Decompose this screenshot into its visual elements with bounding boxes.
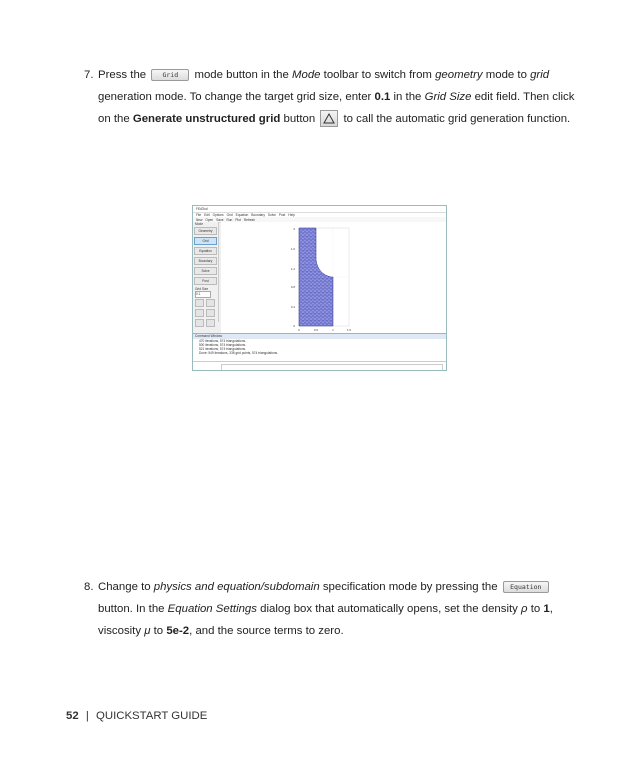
term: grid xyxy=(530,69,550,81)
y-tick-label: 2 xyxy=(293,227,295,231)
toolbar-item: Save xyxy=(216,217,224,222)
y-tick-label: 0 xyxy=(293,324,295,328)
command-window-header: Command Window xyxy=(193,334,446,339)
text: in the xyxy=(393,91,422,103)
symbol-mu: μ xyxy=(144,625,151,637)
y-tick-label: 0.8 xyxy=(290,285,295,289)
mode-solve-button: Solve xyxy=(194,267,217,275)
featool-screenshot xyxy=(192,205,447,371)
step-7 xyxy=(84,64,579,130)
menu-item: Help xyxy=(288,213,295,217)
symbol-rho: ρ xyxy=(521,603,528,615)
grid-size-field: 0.1 xyxy=(195,291,211,298)
term: physics and equation/subdomain xyxy=(153,581,320,593)
step-number: 7. xyxy=(84,69,94,81)
mode-geometry-button: Geometry xyxy=(194,227,217,235)
x-tick-label: 1 xyxy=(332,328,334,332)
x-tick-label: 0 xyxy=(298,328,300,332)
tool-button xyxy=(206,309,215,317)
toolbar-item: Run xyxy=(226,217,233,222)
step-8 xyxy=(84,576,579,642)
command-input-bar xyxy=(193,361,446,371)
term: Equation Settings xyxy=(167,603,257,615)
grid-mode-button: Grid xyxy=(151,69,189,81)
tool-button xyxy=(195,299,204,307)
text: , and the source terms to zero. xyxy=(189,625,344,637)
term: Grid Size xyxy=(424,91,472,103)
text: mode button in the xyxy=(194,69,289,81)
text: toolbar to switch from xyxy=(323,69,432,81)
text: specification mode by pressing the xyxy=(322,581,498,593)
value: 1 xyxy=(543,603,550,615)
text: edit field. Then click on the xyxy=(98,91,575,125)
command-input xyxy=(221,364,443,371)
tool-button xyxy=(195,319,204,327)
grid-size-label: Grid Size xyxy=(195,287,209,291)
mode-grid-button: Grid xyxy=(194,237,217,245)
value: 0.1 xyxy=(374,91,391,103)
page-number: 52 xyxy=(66,710,79,722)
grid-tool-buttons xyxy=(195,299,216,329)
tool-button xyxy=(195,309,204,317)
command-line: 500 iterations, 574 triangulations. xyxy=(199,343,246,347)
toolbar-item: New xyxy=(196,217,203,222)
menu-item: Post xyxy=(278,213,286,217)
page-footer xyxy=(66,710,207,722)
footer-title: QUICKSTART GUIDE xyxy=(95,710,208,722)
toolbar-item: Open xyxy=(205,217,214,222)
text: to xyxy=(153,625,164,637)
x-tick-label: 0.5 xyxy=(313,328,319,332)
mode-boundary-button: Boundary xyxy=(194,257,217,265)
text: mode to xyxy=(485,69,527,81)
menu-item: File xyxy=(196,213,202,217)
term: Generate unstructured grid xyxy=(132,113,281,125)
tool-button xyxy=(206,319,215,327)
mode-equation-button: Equation xyxy=(194,247,217,255)
footer-separator: | xyxy=(85,710,89,722)
app-title: FEATool xyxy=(196,207,208,211)
generate-grid-button xyxy=(320,110,338,127)
mode-label: Mode xyxy=(195,222,203,226)
mode-post-button: Post xyxy=(194,277,217,285)
tool-button xyxy=(206,299,215,307)
command-window xyxy=(193,333,446,362)
menu-item: Edit xyxy=(204,213,210,217)
menu-item: Equation xyxy=(235,213,249,217)
menu-item: Solve xyxy=(267,213,276,217)
text: Change to xyxy=(98,581,151,593)
menu-item: Options xyxy=(212,213,224,217)
menu-item: Grid xyxy=(226,213,233,217)
y-tick-label: 0.4 xyxy=(290,305,295,309)
mesh-region xyxy=(299,228,333,326)
step-number: 8. xyxy=(84,581,94,593)
text: button xyxy=(283,113,316,125)
text: to call the automatic grid generation function. xyxy=(343,113,571,125)
grid-plot xyxy=(221,222,446,333)
triangle-icon xyxy=(322,112,336,125)
command-line: 470 iterations, 574 triangulations. xyxy=(199,339,246,343)
term: geometry xyxy=(435,69,483,81)
x-tick-label: 1.5 xyxy=(346,328,352,332)
text: dialog box that automatically opens, set the density xyxy=(260,603,518,615)
y-tick-label: 1.6 xyxy=(290,247,295,251)
command-line: Done: 549 iterations, 336 grid points, 574 triangulations. xyxy=(199,351,279,355)
toolbar-item: Plot xyxy=(235,217,241,222)
equation-mode-button: Equation xyxy=(503,581,549,593)
text: , viscosity xyxy=(98,603,553,637)
app-titlebar xyxy=(193,206,446,213)
text: button. In the xyxy=(98,603,165,615)
grid-plot-area xyxy=(221,222,446,333)
mode-sidebar xyxy=(193,222,219,322)
toolbar-item: Refresh xyxy=(243,217,255,222)
command-line: 521 iterations, 574 triangulations. xyxy=(199,347,246,351)
menu-item: Boundary xyxy=(251,213,265,217)
text: to xyxy=(530,603,541,615)
text: generation mode. To change the target grid size, enter xyxy=(98,91,372,103)
text: Press the xyxy=(98,69,147,81)
term: Mode xyxy=(292,69,321,81)
y-tick-label: 1.2 xyxy=(290,267,295,271)
value: 5e-2 xyxy=(166,625,190,637)
